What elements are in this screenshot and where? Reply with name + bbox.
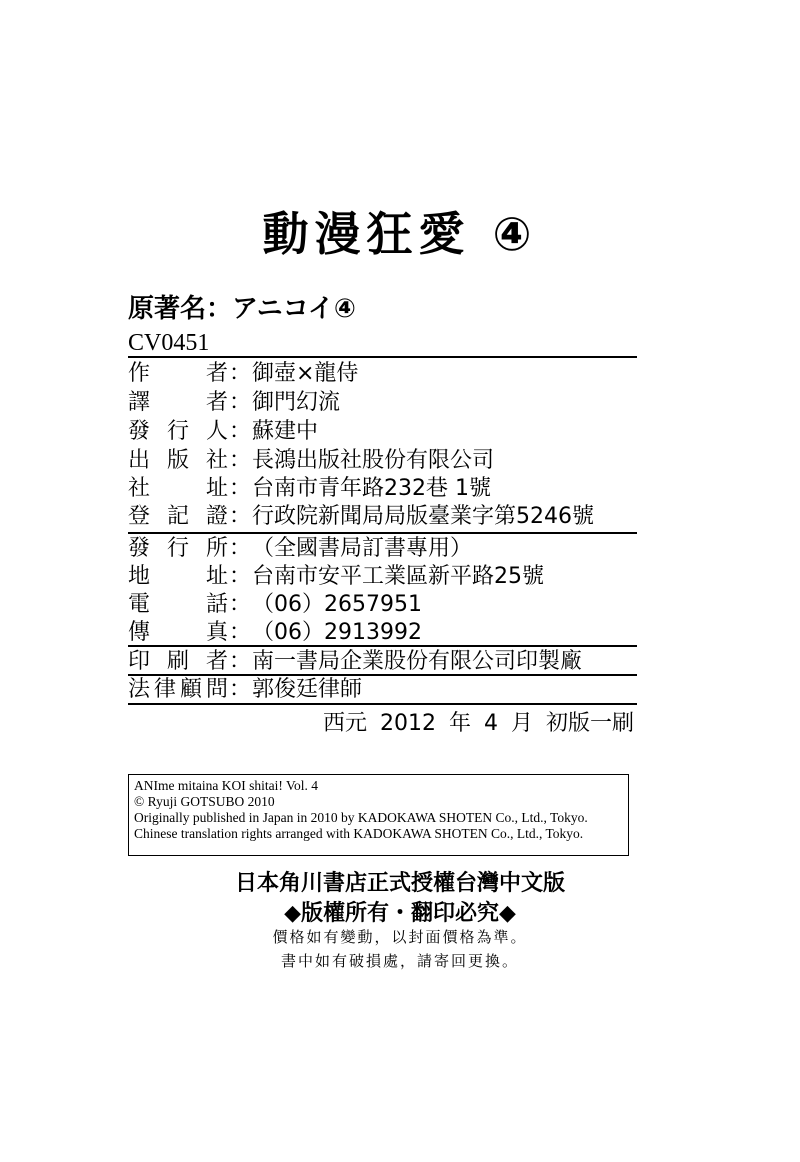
- credit-label: 發行所: [128, 536, 228, 561]
- credit-row: [128, 475, 491, 503]
- credit-value: 行政院新聞局局版臺業字第5246號: [252, 504, 594, 529]
- product-code: CV0451: [128, 330, 210, 356]
- credit-label: 傳真: [128, 620, 228, 645]
- credit-separator: ：: [228, 620, 251, 645]
- credit-row: [128, 360, 358, 388]
- credit-row: [128, 389, 340, 417]
- credit-separator: ：: [228, 536, 251, 561]
- credit-separator: ：: [228, 361, 251, 386]
- book-title: 動漫狂愛 ④: [262, 207, 538, 261]
- credit-row: [128, 563, 544, 591]
- credit-separator: ：: [228, 649, 251, 674]
- credit-row: [128, 676, 362, 704]
- credit-label: 社址: [128, 476, 228, 501]
- credit-label: 登記證: [128, 504, 228, 529]
- copyright-line: Originally published in Japan in 2010 by KADOKAWA SHOTEN Co., Ltd., Tokyo.: [134, 810, 588, 825]
- credit-row: [128, 619, 422, 647]
- credit-label: 出版社: [128, 448, 228, 473]
- edition-date: 西元 2012 年 4 月 初版一刷: [323, 711, 634, 736]
- credit-value: （06）2657951: [252, 592, 422, 617]
- credit-row: [128, 447, 494, 475]
- copyright-line: Chinese translation rights arranged with KADOKAWA SHOTEN Co., Ltd., Tokyo.: [134, 826, 584, 841]
- credit-separator: ：: [228, 476, 251, 501]
- credit-value: （06）2913992: [252, 620, 422, 645]
- credit-label: 電話: [128, 592, 228, 617]
- credit-value: 台南市青年路232巷 1號: [252, 476, 491, 501]
- copyright-box: [128, 774, 629, 856]
- credit-value: （全國書局訂書專用）: [252, 536, 473, 561]
- credit-label: 地址: [128, 564, 228, 589]
- price-note: 價格如有變動，以封面價格為準。: [272, 928, 528, 946]
- divider: [128, 703, 637, 705]
- divider: [128, 645, 637, 647]
- credit-value: 台南市安平工業區新平路25號: [252, 564, 544, 589]
- credit-row: [128, 503, 594, 531]
- divider: [128, 532, 637, 534]
- credit-value: 長鴻出版社股份有限公司: [252, 448, 495, 473]
- damage-note: 書中如有破損處，請寄回更換。: [280, 952, 519, 970]
- authorization-notice: 日本角川書店正式授權台灣中文版: [234, 871, 565, 896]
- original-title: 原著名：アニコイ④: [128, 294, 356, 324]
- credit-separator: ：: [228, 504, 251, 529]
- credit-value: 郭俊廷律師: [252, 677, 363, 702]
- credit-value: 御門幻流: [252, 390, 341, 415]
- credit-separator: ：: [228, 677, 251, 702]
- credit-row: [128, 648, 582, 676]
- credit-separator: ：: [228, 448, 251, 473]
- credit-value: 蘇建中: [252, 419, 319, 444]
- credit-separator: ：: [228, 390, 251, 415]
- credit-value: 御壺×龍侍: [252, 361, 359, 386]
- credit-label: 作者: [128, 361, 228, 386]
- credit-label: 法律顧問: [128, 677, 228, 702]
- credit-label: 印刷者: [128, 649, 228, 674]
- credit-row: [128, 591, 422, 619]
- credit-separator: ：: [228, 419, 251, 444]
- copyright-line: © Ryuji GOTSUBO 2010: [134, 794, 275, 809]
- credit-value: 南一書局企業股份有限公司印製廠: [252, 649, 583, 674]
- copyright-line: ANIme mitaina KOI shitai! Vol. 4: [134, 778, 318, 793]
- credit-separator: ：: [228, 564, 251, 589]
- credit-separator: ：: [228, 592, 251, 617]
- credit-label: 譯者: [128, 390, 228, 415]
- credit-label: 發行人: [128, 419, 228, 444]
- divider: [128, 356, 637, 358]
- credit-row: [128, 535, 472, 563]
- credit-row: [128, 418, 318, 446]
- rights-reserved-notice: ◆版權所有・翻印必究◆: [284, 901, 516, 926]
